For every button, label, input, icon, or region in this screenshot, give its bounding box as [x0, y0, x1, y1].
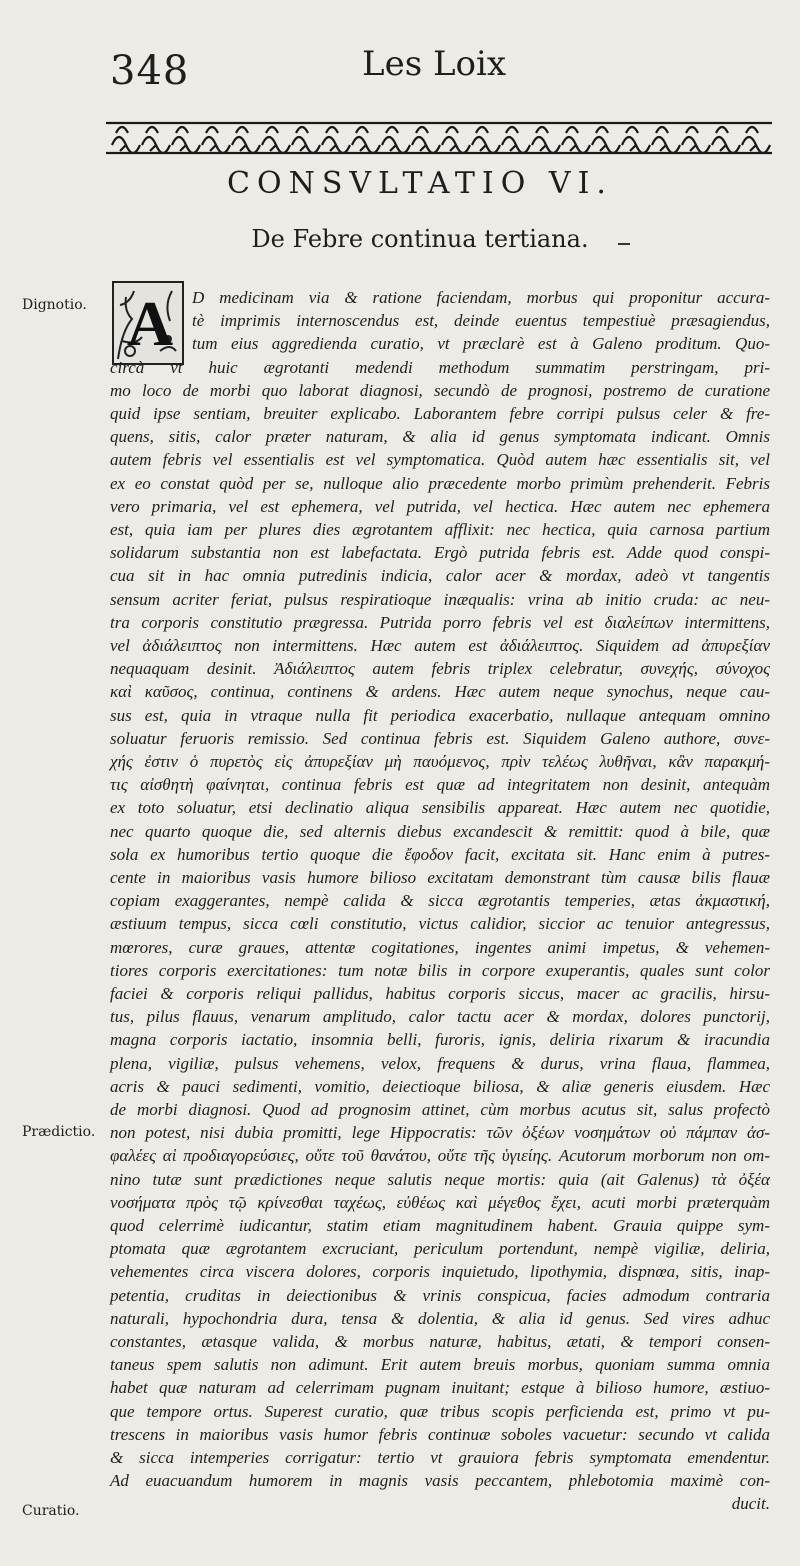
body-line: tum eius aggredienda curatio, vt præclarè est à Galeno proditum. Quo-: [192, 334, 770, 354]
dropcap-letter: A: [126, 288, 174, 359]
body-line: quid ipse sentiam, breuiter explicabo. Laborantem febre corripi pulsus celer & fre-: [110, 404, 770, 423]
body-line: non potest, nisi dubia promitti, lege Hippocratis: τῶν ὀξέων νοσημάτων οὐ πάμπαν ἀσ-: [110, 1123, 770, 1143]
margin-note-praedictio: Prædictio.: [22, 1124, 96, 1140]
margin-note-dignotio: Dignotio.: [22, 297, 87, 313]
body-line: tus, pilus flauus, venarum amplitudo, calor tactu acer & mordax, dolores punctorij,: [110, 1007, 770, 1027]
body-line: vero primaria, vel est ephemera, vel putrida, vel hectica. Hæc autem nec ephemera: [110, 496, 770, 516]
body-line: quod celerrimè iudicantur, statim etiam magnitudinem habent. Grauia quippe sym-: [110, 1216, 770, 1235]
body-line: τις αἰσθητὴ φαίνηται, continua febris est quæ ad integritatem non desinit, antequàm: [110, 775, 770, 795]
body-line: acris & pauci sedimenti, vomitio, deiectioque biliosa, & aliæ generis eiusdem. Hæc: [110, 1076, 770, 1096]
body-line: ptomata quæ ægrotantem excruciant, periculum portendunt, nempè vigiliæ, deliria,: [110, 1239, 770, 1259]
body-line: sus est, quia in vtraque nulla fit periodica exacerbatio, nullaque antequam omnino: [110, 705, 770, 725]
body-line: taneus spem salutis non adimunt. Erit autem breuis morbus, quoniam summa omnia: [110, 1355, 770, 1375]
body-line: Ad euacuandum humorem in magnis vasis peccantem, phlebotomia maximè con-: [110, 1471, 770, 1491]
body-line: νοσήματα πρὸς τῷ κρίνεσθαι ταχέως, εὐθέως καὶ μέγεθος ἔχει, acuti morbi præterquàm: [110, 1192, 770, 1212]
body-line: magna corporis iactatio, insomnia belli, furoris, ignis, deliria rixarum & iracundia: [110, 1030, 770, 1050]
body-line: trescens in maioribus vasis humor febris continuæ soboles vacuetur: secundo vt calida: [110, 1424, 770, 1444]
body-line: ex toto soluatur, etsi declinatio aliqua sensibilis appareat. Hæc autem nec quotidie,: [110, 798, 770, 818]
body-line: tra corporis constitutio prægressa. Putrida porro febris vel est διαλείπων intermittens,: [110, 612, 770, 632]
body-line: nino tutæ sunt prædictiones neque salutis neque mortis: quia (ait Galenus) τὰ ὀξέα: [110, 1169, 770, 1189]
body-line: cente in maioribus vasis humore bilioso excitatam demonstrant tùm causæ bilis flauæ: [110, 868, 770, 887]
body-line: autem febris vel essentialis est vel symptomatica. Quòd autem hæc essentialis sit, vel: [110, 450, 770, 470]
body-line: copiam exaggerantes, nempè calida & sicca ægrotantis temperies, ætas ἀκμαστική,: [110, 891, 770, 911]
body-line: vel ἀδιάλειπτος non intermittens. Hæc autem est ἀδιάλειπτος. Siquidem ad ἀπυρεξίαν: [110, 636, 770, 655]
body-line: faciei & corporis reliqui pallidus, habitus corporis siccus, macer ac gracilis, hirsu-: [110, 984, 770, 1003]
body-line: καὶ καῦσος, continua, continens & ardens. Hæc autem neque synochus, neque cau-: [110, 682, 770, 702]
body-line: constantes, ætasque valida, & morbus naturæ, habitus, ætati, & tempori consen-: [110, 1332, 770, 1351]
body-line: tè imprimis internoscendus est, deinde euentus tempestiuè præsagiendus,: [192, 311, 770, 331]
body-line: nec quarto quoque die, sed alternis diebus excandescit & remittit: quod à bile, quæ: [110, 821, 770, 841]
body-line: que tempore ortus. Superest curatio, quæ tribus scopis perficienda est, primo vt pu-: [110, 1401, 770, 1421]
body-line: mœrores, curæ graues, attentæ cogitationes, ingentes animi impetus, & vehemen-: [110, 937, 770, 957]
body-line: sola ex humoribus tertio quoque die ἔφοδον facit, excitata sit. Hanc enim à putres-: [110, 844, 770, 864]
body-line: ducit.: [731, 1494, 770, 1514]
body-line: tiores corporis exercitationes: tum notæ bilis in corpore exuperantis, quales sunt color: [110, 960, 770, 980]
body-line: mo loco de morbi quo laborat diagnosi, secundò de prognosi, postremo de curatione: [110, 380, 770, 400]
body-line: ex eo constat quòd per se, nulloque alio præcedente morbo primùm prehenderit. Febris: [110, 473, 770, 493]
body-line: D medicinam via & ratione faciendam, morbus qui proponitur accura-: [192, 288, 770, 307]
ornamental-band: [106, 121, 772, 155]
body-line: habet quæ naturam ad celerrimam pugnam inuitant; estque à bilioso humore, æstiuo-: [110, 1378, 770, 1398]
running-title: Les Loix: [362, 44, 507, 84]
body-line: æstiuum tempus, sicca cœli constitutio, victus calidior, siccior ac tenuior antegressus,: [110, 914, 770, 934]
consultation-subtitle: De Febre continua tertiana.: [251, 225, 589, 253]
body-line: cua sit in hac omnia putredinis indicia, calor acer & mordax, adeò vt tangentis: [110, 566, 770, 586]
body-line: solidarum substantia non est labefactata. Ergò putrida febris est. Adde quod conspi-: [110, 543, 770, 563]
body-line: sensum acriter feriat, pulsus respiratioque inæqualis: vrina ab initio cruda: ac neu-: [110, 589, 770, 609]
body-line: plena, vigiliæ, pulsus vehemens, velox, frequens & durus, vrina flaua, flammea,: [110, 1053, 770, 1073]
body-line: circà vt huic ægrotanti medendi methodum summatim perstringam, pri-: [110, 357, 770, 377]
body-line: & sicca intemperies corrigatur: tertio vt grauiora febris symptomata emendentur.: [110, 1448, 770, 1467]
body-line: naturali, hypochondria dura, tensa & dolentia, & alia id genus. Sed vires adhuc: [110, 1308, 770, 1328]
page-number: 348: [110, 48, 190, 94]
body-line: quens, sitis, calor præter naturam, & alia id genus symptomata indicant. Omnis: [110, 427, 770, 447]
body-line: soluatur feruoris remissio. Sed continua febris est. Siquidem Galeno authore, συνε-: [110, 728, 770, 748]
body-line: petentia, cruditas in deiectionibus & vrinis conspicua, facies admodum contraria: [110, 1285, 770, 1305]
subtitle-dash: [618, 243, 630, 245]
body-line: de morbi diagnosi. Quod ad prognosim attinet, cùm morbus acutus sit, salus profectò: [110, 1100, 770, 1119]
body-line: χής ἐστιν ὁ πυρετὸς εἰς ἀπυρεξίαν μὴ παυόμενος, πρὶν τελέως λυθῆναι, κἂν παρακμή-: [110, 752, 770, 771]
body-line: φαλέες αἱ προδιαγορεύσιες, οὔτε τοῦ θανάτου, οὔτε τῆς ὑγιείης. Acutorum morborum non om-: [110, 1146, 770, 1166]
body-line: nequaquam desinit. Ἀδιάλειπτος autem febris triplex celebratur, συνεχής, σύνοχος: [110, 659, 770, 679]
consultation-title: CONSVLTATIO VI.: [227, 166, 613, 201]
decorated-initial: [112, 281, 184, 365]
body-line: vehementes circa viscera dolores, corporis inquietudo, lipothymia, dispnœa, sitis, inap-: [110, 1262, 770, 1282]
body-line: est, quia iam per plures dies ægrotantem afflixit: nec hectica, quia carnosa partium: [110, 520, 770, 539]
margin-note-curatio: Curatio.: [22, 1503, 80, 1519]
